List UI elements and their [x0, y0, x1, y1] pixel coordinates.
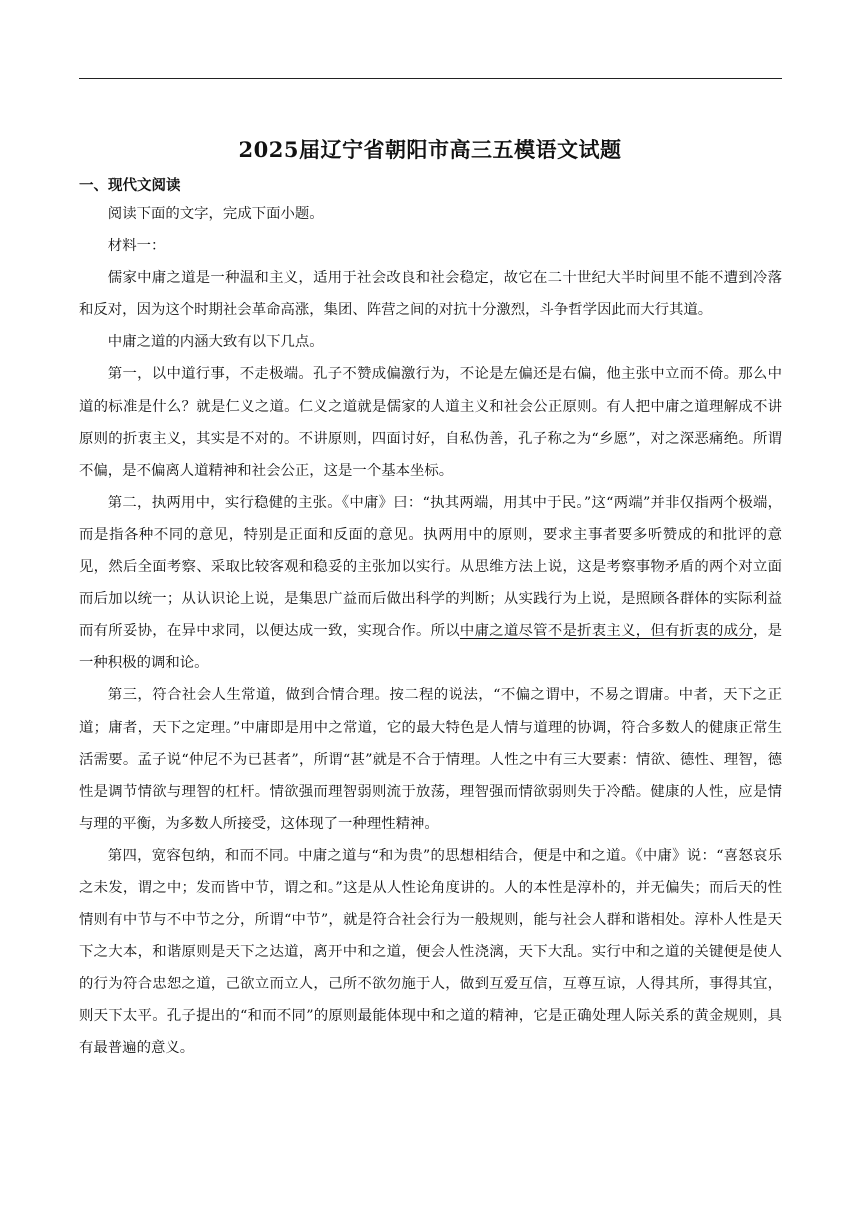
document-title: 2025届辽宁省朝阳市高三五模语文试题	[238, 137, 622, 162]
paragraph-6: 第四，宽容包纳，和而不同。中庸之道与“和为贵”的思想相结合，便是中和之道。《中庸》说：“喜怒哀乐之未发，谓之中；发而皆中节，谓之和。”这是从人性论角度讲的。人的本性是淳朴的，并无偏失；而后天的性情则有中节与不中节之分，所谓“中节”，就是符合社会行为一般规则，能与社会人群和谐相处。淳朴人性是天下之大本，和谐原则是天下之达道，离开中和之道，便会人性浇漓，天下大乱。实行中和之道的关键便是使人的行为符合忠恕之道，己欲立而立人，己所不欲勿施于人，做到互爱互信，互尊互谅，人得其所，事得其宜，则天下太平。孔子提出的“和而不同”的原则最能体现中和之道的精神，它是正确处理人际关系的黄金规则，具有最普遍的意义。	[79, 847, 782, 1057]
paragraph-5: 第三，符合社会人生常道，做到合情合理。按二程的说法，“不偏之谓中，不易之谓庸。中者，天下之正道；庸者，天下之定理。”中庸即是用中之常道，它的最大特色是人情与道理的协调，符合多数人的健康正常生活需要。孟子说“仲尼不为已甚者”，所谓“甚”就是不合于情理。人性之中有三大要素：情欲、德性、理智，德性是调节情欲与理智的杠杆。情欲强而理智弱则流于放荡，理智强而情欲弱则失于冷酷。健康的人性，应是情与理的平衡，为多数人所接受，这体现了一种理性精神。	[79, 687, 782, 832]
paragraph-3: 第一，以中道行事，不走极端。孔子不赞成偏激行为，不论是左偏还是右偏，他主张中立而不倚。那么中道的标准是什么？就是仁义之道。仁义之道就是儒家的人道主义和社会公正原则。有人把中庸之道理解成不讲原则的折衷主义，其实是不对的。不讲原则，四面讨好，自私伪善，孔子称之为“乡愿”，对之深恶痛绝。所谓不偏，是不偏离人道精神和社会公正，这是一个基本坐标。	[79, 366, 782, 479]
paragraph-4-text-after: ，是一种积极的调和论。	[79, 623, 782, 672]
paragraph-1: 儒家中庸之道是一种温和主义，适用于社会改良和社会稳定，故它在二十世纪大半时间里不能不遭到冷落和反对，因为这个时期社会革命高涨，集团、阵营之间的对抗十分激烈，斗争哲学因此而大行其道。	[79, 270, 782, 319]
paragraph-2: 中庸之道的内涵大致有以下几点。	[107, 334, 324, 351]
paragraph-4-text-before: 第二，执两用中，实行稳健的主张。《中庸》曰：“执其两端，用其中于民。”这“两端”并非仅指两个极端，而是指各种不同的意见，特别是正面和反面的意见。执两用中的原则，要求主事者要多听赞成的和批评的意见，然后全面考察、采取比较客观和稳妥的主张加以实行。从思维方法上说，这是考察事物矛盾的两个对立面而后加以统一；从认识论上说，是集思广益而后做出科学的判断；从实践行为上说，是照顾各群体的实际利益而有所妥协，在异中求同，以便达成一致，实现合作。所以	[79, 494, 782, 640]
header-rule	[79, 78, 782, 79]
instruction-paragraph: 阅读下面的文字，完成下面小题。	[107, 206, 324, 222]
document-body	[79, 198, 782, 1065]
material-label: 材料一：	[107, 238, 166, 255]
section-heading: 一、现代文阅读	[79, 177, 181, 194]
underlined-phrase: 中庸之道尽管不是折衷主义，但有折衷的成分	[459, 623, 753, 640]
paragraph-4	[79, 487, 782, 680]
